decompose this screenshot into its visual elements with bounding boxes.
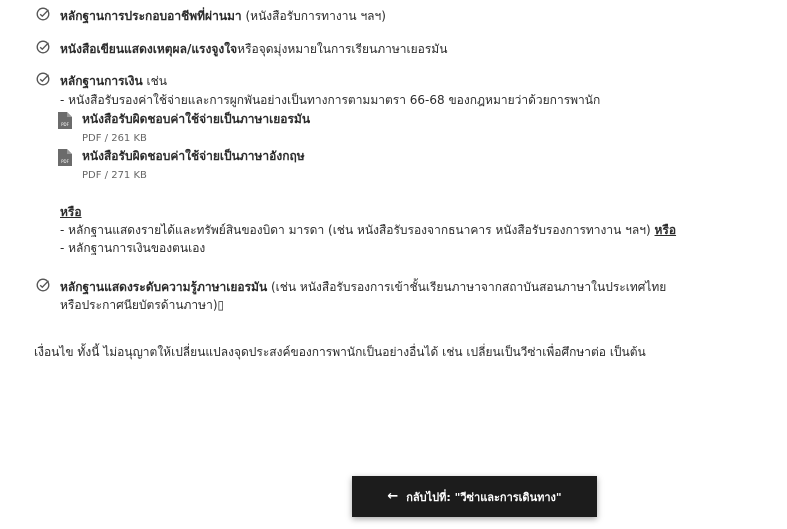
pdf-link-title[interactable]: หนังสือรับผิดชอบค่าใช้จ่ายเป็นภาษาเยอรมัน [82,112,311,126]
requirement-detail-cont: หรือประกาศนียบัตรด้านภาษา)▯ [60,298,225,312]
requirement-title: หลักฐานแสดงระดับความรู้ภาษาเยอรมัน [60,280,268,294]
pdf-file-size: PDF / 261 KB [82,133,147,144]
alt-line-text: - หลักฐานแสดงรายได้และทรัพย์สินของบิดา มารดา (เช่น หนังสือรับรองจากธนาคาร หนังสือรับรองการทางาน ฯลฯ) [60,223,655,237]
requirement-text [60,7,700,25]
pdf-link-title[interactable]: หนังสือรับผิดชอบค่าใช้จ่ายเป็นภาษาอังกฤษ [82,149,305,163]
requirement-title: หลักฐานการเงิน [60,74,143,88]
svg-text:PDF: PDF [61,122,69,127]
pdf-file-size: PDF / 271 KB [82,170,147,181]
finance-alt-line-2: - หลักฐานการเงินของตนเอง [60,241,206,255]
back-to-visa-button[interactable] [352,476,597,517]
check-circle-icon [36,7,50,21]
condition-note: เงื่อนไข ทั้งนี้ ไม่อนุญาตให้เปลี่ยนแปลงจุดประสงค์ของการพานักเป็นอย่างอื่นได้ เช่น เปลี่ยนเป็นวีซ่าเพื่อศึกษาต่อ เป็นต้น [34,345,646,359]
svg-text:PDF: PDF [61,159,69,164]
requirement-detail: หรือจุดมุ่งหมายในการเรียนภาษาเยอรมัน [237,42,448,56]
requirement-detail: เช่น [142,74,167,88]
finance-sub-line: - หนังสือรับรองค่าใช้จ่ายและการผูกพันอย่างเป็นทางการตามมาตรา 66-68 ของกฎหมายว่าด้วยการพานัก [60,93,601,107]
check-circle-icon [36,72,50,86]
requirement-text [60,278,700,314]
or-label [60,203,82,221]
or-text: หรือ [60,205,82,219]
requirement-title: หนังสือเขียนแสดงเหตุผล/แรงจูงใจ [60,42,238,56]
requirement-text [60,72,700,90]
pdf-file-icon [58,149,72,166]
requirement-title: หลักฐานการประกอบอาชีพที่ผ่านมา [60,9,242,23]
back-button-label: กลับไปที่: "วีซ่าและการเดินทาง" [406,490,562,504]
finance-alt-line-1 [60,221,676,239]
requirement-detail: (หนังสือรับการทางาน ฯลฯ) [241,9,386,23]
arrow-left-icon: ← [387,489,399,504]
requirement-text [60,40,700,58]
check-circle-icon [36,278,50,292]
check-circle-icon [36,40,50,54]
pdf-file-icon [58,112,72,129]
or-text-inline: หรือ [654,223,677,237]
requirement-detail: (เช่น หนังสือรับรองการเข้าชั้นเรียนภาษาจากสถาบันสอนภาษาในประเทศไทย [267,280,667,294]
